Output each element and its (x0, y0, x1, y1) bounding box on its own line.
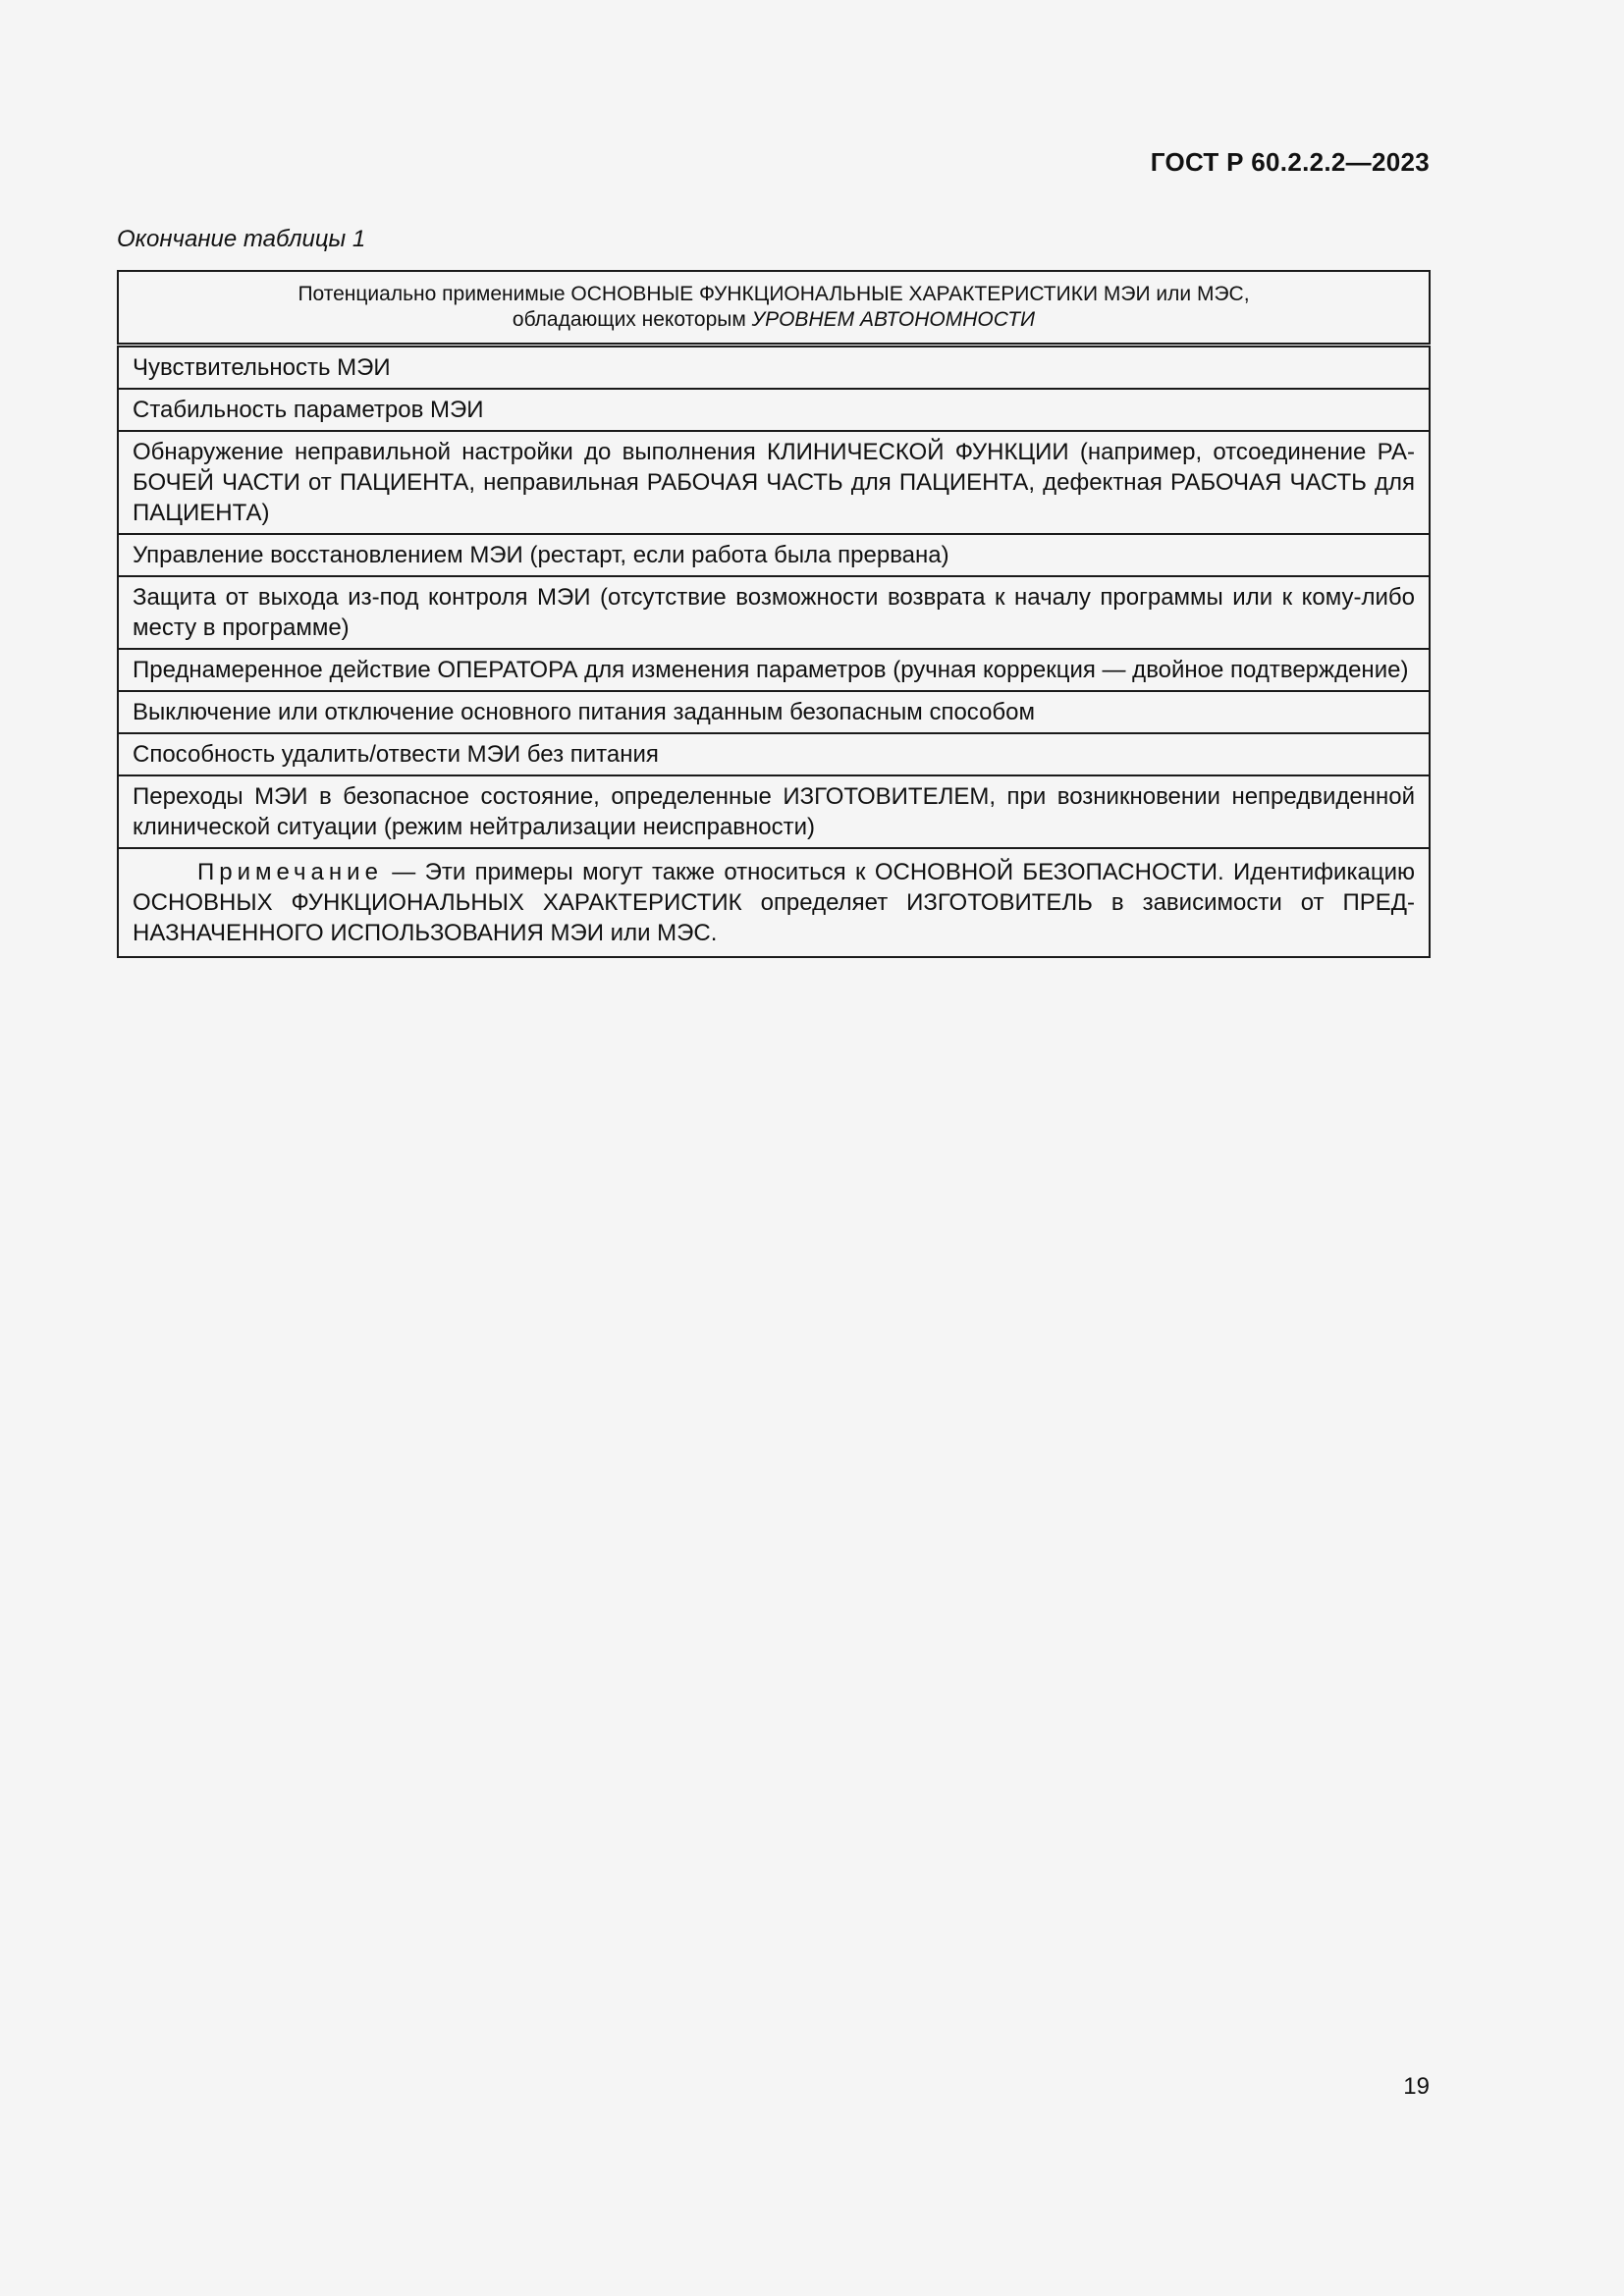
table-cell: Преднамеренное действие ОПЕРАТОРА для изменения параметров (ручная коррекция — двойное подтверждение) (118, 649, 1430, 691)
table-cell: Обнаружение неправильной настройки до выполнения КЛИНИЧЕСКОЙ ФУНКЦИИ (например, отсоединение РАБОЧЕЙ ЧАСТИ от ПАЦИЕНТА, неправильная РАБОЧАЯ ЧАСТЬ для ПАЦИЕНТА, дефектная РАБОЧАЯ ЧАСТЬ для ПАЦИЕНТА) (118, 431, 1430, 534)
table-cell: Переходы МЭИ в безопасное состояние, определенные ИЗГОТОВИТЕЛЕМ, при возникновении непредвиденной клинической ситуации (режим нейтрализации неисправности) (118, 775, 1430, 848)
table-cell: Стабильность параметров МЭИ (118, 389, 1430, 431)
header-line-2-prefix: обладающих некоторым (512, 308, 746, 331)
table-row (118, 431, 1430, 534)
table-cell: Защита от выхода из-под контроля МЭИ (отсутствие возможности возврата к началу программы или к кому-либо месту в программе) (118, 576, 1430, 649)
table-head (118, 271, 1430, 346)
table-cell: Способность удалить/отвести МЭИ без питания (118, 733, 1430, 775)
header-line-1: Потенциально применимые ОСНОВНЫЕ ФУНКЦИОНАЛЬНЫЕ ХАРАКТЕРИСТИКИ МЭИ или МЭС, (298, 283, 1250, 305)
document-code: ГОСТ Р 60.2.2.2—2023 (1150, 147, 1430, 177)
table-header-row (118, 271, 1430, 346)
table-caption: Окончание таблицы 1 (117, 226, 366, 252)
table-cell: Управление восстановлением МЭИ (рестарт, если работа была прервана) (118, 534, 1430, 576)
table-row (118, 534, 1430, 576)
table-note-row (118, 848, 1430, 957)
table-body (118, 346, 1430, 958)
table-row (118, 775, 1430, 848)
table-cell: Чувствительность МЭИ (118, 346, 1430, 390)
table-row (118, 346, 1430, 390)
page-number: 19 (1403, 2073, 1430, 2100)
table-header-cell (118, 271, 1430, 346)
characteristics-table (117, 270, 1431, 958)
table-row (118, 576, 1430, 649)
table-row (118, 389, 1430, 431)
table-cell: Выключение или отключение основного питания заданным безопасным способом (118, 691, 1430, 733)
table-row (118, 649, 1430, 691)
header-line-2-italic: УРОВНЕМ АВТОНОМНОСТИ (751, 308, 1036, 331)
note-text: — Эти примеры могут также относиться к ОСНОВНОЙ БЕЗОПАСНОСТИ. Идентификацию ОСНОВНЫХ ФУНКЦИОНАЛЬНЫХ ХАРАКТЕРИСТИК определяет ИЗГОТОВИТЕЛЬ в зависимости от ПРЕДНАЗНАЧЕННОГО ИСПОЛЬЗОВАНИЯ МЭИ или МЭС. (133, 859, 1415, 946)
table-note-cell (118, 848, 1430, 957)
table-row (118, 691, 1430, 733)
header-line-2 (133, 307, 1415, 333)
note-label: Примечание (197, 859, 383, 885)
table-row (118, 733, 1430, 775)
